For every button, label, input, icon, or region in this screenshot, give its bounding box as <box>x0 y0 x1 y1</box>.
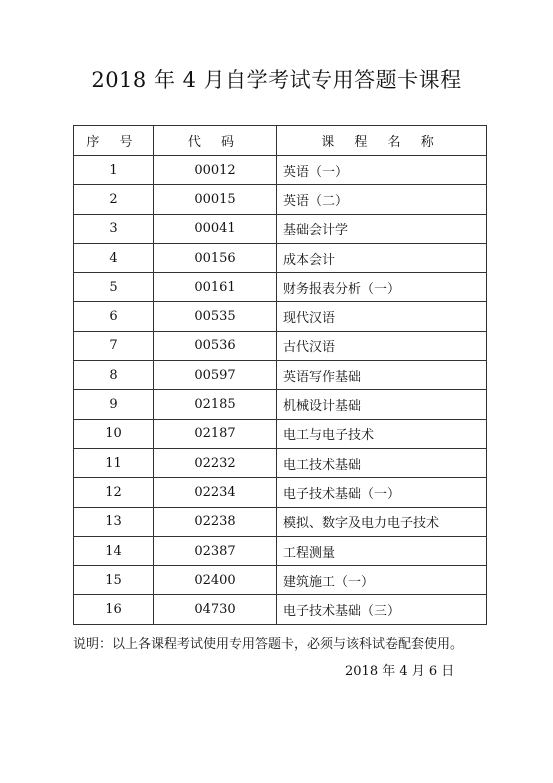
cell-code: 02185 <box>154 390 277 419</box>
cell-seq: 12 <box>74 478 154 507</box>
cell-seq: 11 <box>74 448 154 477</box>
table-row <box>74 390 487 419</box>
cell-code: 00597 <box>154 361 277 390</box>
cell-code: 00012 <box>154 156 277 185</box>
table-row <box>74 448 487 477</box>
cell-code: 04730 <box>154 595 277 624</box>
table-row <box>74 331 487 360</box>
cell-code: 02234 <box>154 478 277 507</box>
table-row <box>74 243 487 272</box>
cell-name: 财务报表分析（一） <box>277 273 487 302</box>
cell-code: 00015 <box>154 185 277 214</box>
table-row <box>74 595 487 624</box>
cell-code: 00041 <box>154 214 277 243</box>
table-row <box>74 536 487 565</box>
cell-seq: 15 <box>74 566 154 595</box>
cell-name: 英语写作基础 <box>277 361 487 390</box>
note-text: 说明：以上各课程考试使用专用答题卡，必须与该科试卷配套使用。 <box>73 637 464 652</box>
table-body <box>74 156 487 625</box>
cell-code: 02387 <box>154 536 277 565</box>
table-header-row <box>74 126 487 156</box>
cell-code: 02187 <box>154 419 277 448</box>
cell-name: 建筑施工（一） <box>277 566 487 595</box>
table-row <box>74 273 487 302</box>
date-text: 2018 年 4 月 6 日 <box>345 664 455 679</box>
table-row <box>74 185 487 214</box>
cell-code: 02238 <box>154 507 277 536</box>
cell-code: 00156 <box>154 243 277 272</box>
cell-seq: 6 <box>74 302 154 331</box>
cell-seq: 9 <box>74 390 154 419</box>
table-row <box>74 478 487 507</box>
header-name: 课 程 名 称 <box>277 126 487 156</box>
cell-seq: 4 <box>74 243 154 272</box>
cell-code: 00535 <box>154 302 277 331</box>
table-row <box>74 302 487 331</box>
cell-name: 工程测量 <box>277 536 487 565</box>
cell-seq: 10 <box>74 419 154 448</box>
cell-seq: 7 <box>74 331 154 360</box>
course-table <box>73 125 487 625</box>
cell-name: 古代汉语 <box>277 331 487 360</box>
table-row <box>74 156 487 185</box>
page-title: 2018 年 4 月自学考试专用答题卡课程 <box>91 68 462 92</box>
header-seq: 序 号 <box>74 126 154 156</box>
cell-name: 电工与电子技术 <box>277 419 487 448</box>
table-row <box>74 566 487 595</box>
cell-seq: 1 <box>74 156 154 185</box>
cell-seq: 2 <box>74 185 154 214</box>
cell-name: 电工技术基础 <box>277 448 487 477</box>
cell-code: 02400 <box>154 566 277 595</box>
cell-seq: 3 <box>74 214 154 243</box>
cell-name: 基础会计学 <box>277 214 487 243</box>
cell-seq: 13 <box>74 507 154 536</box>
cell-seq: 14 <box>74 536 154 565</box>
cell-name: 英语（二） <box>277 185 487 214</box>
cell-name: 机械设计基础 <box>277 390 487 419</box>
table-row <box>74 361 487 390</box>
cell-code: 00161 <box>154 273 277 302</box>
cell-seq: 8 <box>74 361 154 390</box>
table-row <box>74 214 487 243</box>
table-row <box>74 507 487 536</box>
cell-name: 电子技术基础（三） <box>277 595 487 624</box>
cell-name: 模拟、数字及电力电子技术 <box>277 507 487 536</box>
cell-code: 00536 <box>154 331 277 360</box>
cell-seq: 5 <box>74 273 154 302</box>
cell-name: 电子技术基础（一） <box>277 478 487 507</box>
table-row <box>74 419 487 448</box>
cell-name: 现代汉语 <box>277 302 487 331</box>
cell-name: 英语（一） <box>277 156 487 185</box>
header-code: 代 码 <box>154 126 277 156</box>
cell-seq: 16 <box>74 595 154 624</box>
cell-name: 成本会计 <box>277 243 487 272</box>
cell-code: 02232 <box>154 448 277 477</box>
